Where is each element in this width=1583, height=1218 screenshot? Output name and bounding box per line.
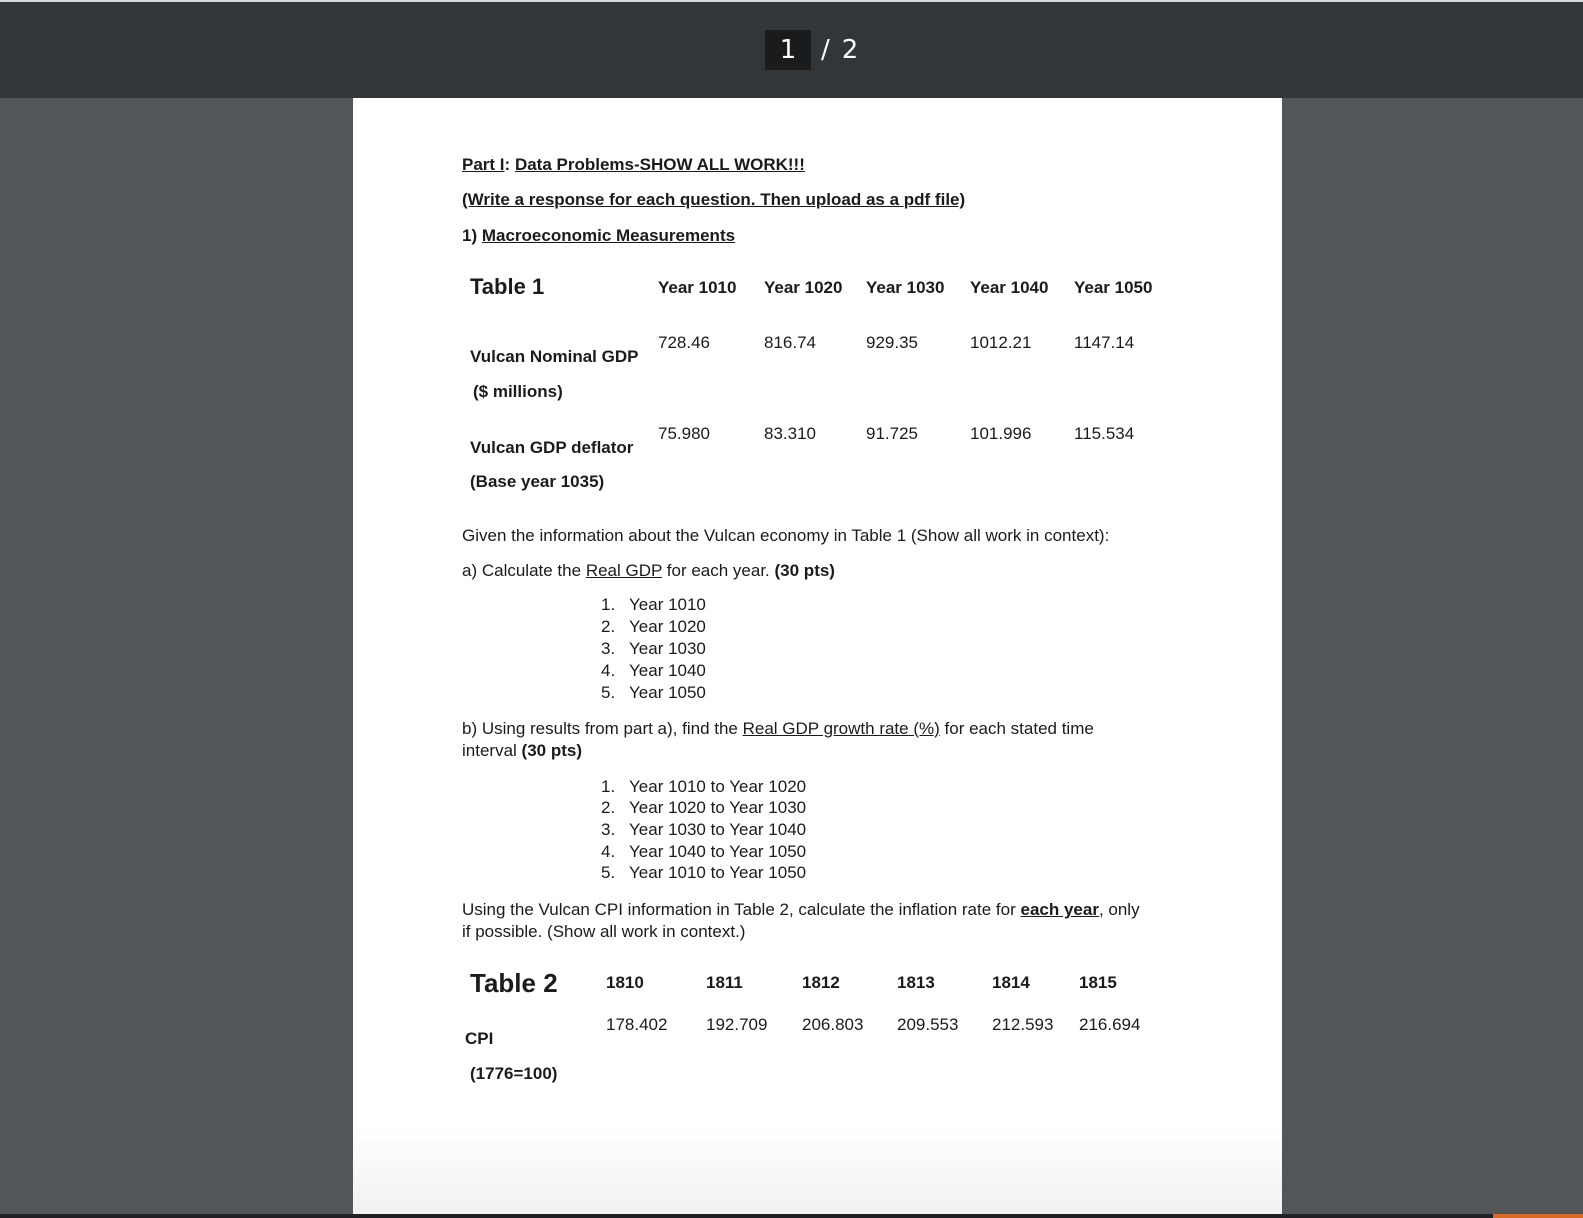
table1-cell: 101.996 — [970, 424, 1032, 443]
table1-row-label: Vulcan Nominal GDP — [470, 347, 639, 366]
list-item: Year 1010 to Year 1020 — [629, 777, 807, 796]
list-item: Year 1040 — [629, 661, 706, 680]
list-item-number: 5. — [601, 683, 616, 702]
cpi-question: Using the Vulcan CPI information in Table 2, calculate the inflation rate for each year, only — [462, 900, 1140, 919]
table1-cell: 1147.14 — [1074, 333, 1135, 352]
table2-year-header: 1813 — [897, 973, 935, 992]
list-item: Year 1010 to Year 1050 — [629, 863, 807, 882]
table1-cell: 75.980 — [658, 424, 710, 443]
table1-row-sublabel: (Base year 1035) — [470, 472, 605, 491]
table2-year-header: 1810 — [606, 973, 644, 992]
table2-year-header: 1812 — [802, 973, 840, 992]
table1-cell: 816.74 — [764, 333, 816, 352]
table2-year-header: 1815 — [1079, 973, 1117, 992]
table1-year-header: Year 1010 — [658, 278, 737, 297]
list-item-number: 4. — [601, 842, 616, 861]
list-item-number: 1. — [601, 595, 616, 614]
table2-year-header: 1811 — [706, 973, 743, 992]
table2-title: Table 2 — [470, 968, 558, 998]
list-item: Year 1040 to Year 1050 — [629, 842, 807, 861]
table1-cell: 91.725 — [866, 424, 918, 443]
list-item: Year 1030 — [629, 639, 706, 658]
table2-cell: 178.402 — [606, 1015, 668, 1034]
list-item-number: 1. — [601, 777, 616, 796]
list-item-number: 2. — [601, 798, 616, 817]
list-item: Year 1010 — [629, 595, 706, 614]
table2-row-label: CPI — [465, 1029, 494, 1048]
table1-cell: 83.310 — [764, 424, 816, 443]
table1-year-header: Year 1050 — [1074, 278, 1153, 297]
question-a: a) Calculate the Real GDP for each year. (30 pts) — [462, 561, 835, 580]
total-pages: 2 — [841, 35, 859, 65]
section-heading: 1) Macroeconomic Measurements — [462, 226, 736, 245]
table1-cell: 929.35 — [866, 333, 918, 352]
table2-cell: 216.694 — [1079, 1015, 1141, 1034]
table1-year-header: Year 1020 — [764, 278, 843, 297]
given-text: Given the information about the Vulcan economy in Table 1 (Show all work in context): — [462, 526, 1110, 545]
page-separator: / — [821, 35, 830, 65]
table1-row-label: Vulcan GDP deflator — [470, 438, 634, 457]
list-item: Year 1020 — [629, 617, 706, 636]
list-item: Year 1030 to Year 1040 — [629, 820, 807, 839]
question-b-line2: interval (30 pts) — [462, 741, 583, 760]
table1-year-header: Year 1030 — [866, 278, 945, 297]
table1-title: Table 1 — [470, 274, 545, 299]
table1-cell: 728.46 — [658, 333, 710, 352]
document-page — [353, 98, 1282, 1218]
list-item-number: 3. — [601, 820, 616, 839]
table1-cell: 1012.21 — [970, 333, 1032, 352]
cpi-question-line2: if possible. (Show all work in context.) — [462, 922, 746, 941]
table1-year-header: Year 1040 — [970, 278, 1049, 297]
bottom-edge — [0, 1214, 1583, 1218]
viewer-toolbar — [0, 0, 1583, 98]
list-item-number: 4. — [601, 661, 616, 680]
page-indicator — [765, 30, 858, 70]
table1-cell: 115.534 — [1074, 424, 1135, 443]
list-item-number: 5. — [601, 863, 616, 882]
list-item: Year 1050 — [629, 683, 706, 702]
list-item: Year 1020 to Year 1030 — [629, 798, 807, 817]
question-b: b) Using results from part a), find the Real GDP growth rate (%) for each stated time — [462, 719, 1094, 738]
list-item-number: 3. — [601, 639, 616, 658]
table2-cell: 192.709 — [706, 1015, 768, 1034]
part-heading: Part I: Data Problems-SHOW ALL WORK!!! — [462, 155, 805, 174]
current-page-input[interactable]: 1 — [765, 30, 811, 70]
table2-cell: 206.803 — [802, 1015, 864, 1034]
table2-cell: 212.593 — [992, 1015, 1054, 1034]
table2-year-header: 1814 — [992, 973, 1030, 992]
table2-cell: 209.553 — [897, 1015, 959, 1034]
table1-row-sublabel: ($ millions) — [473, 382, 563, 401]
table2-row-sublabel: (1776=100) — [470, 1064, 558, 1083]
list-item-number: 2. — [601, 617, 616, 636]
accent-bar — [1493, 1214, 1583, 1218]
instruction-text: (Write a response for each question. Then upload as a pdf file) — [462, 190, 966, 209]
